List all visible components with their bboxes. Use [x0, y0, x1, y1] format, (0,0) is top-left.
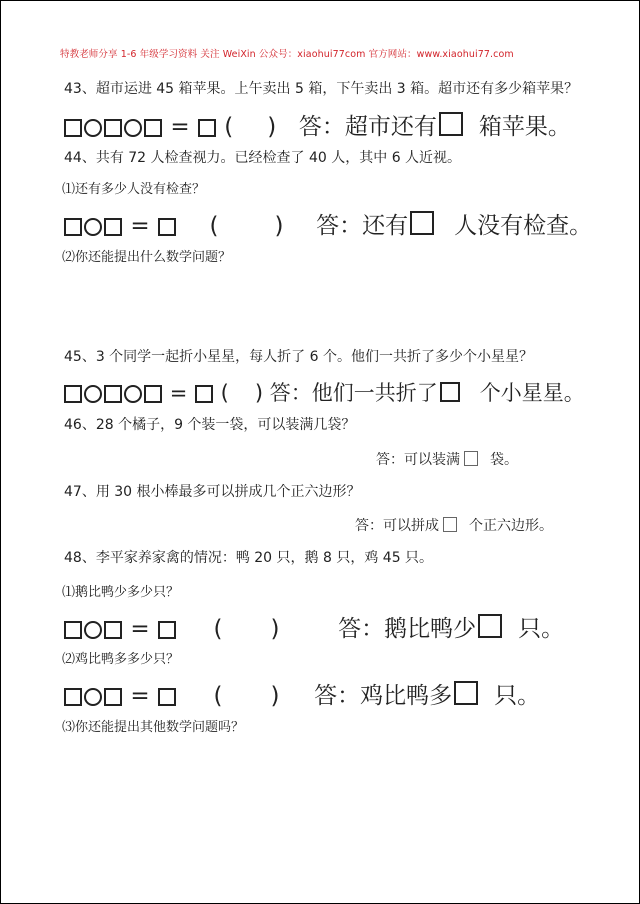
answer-46-prefix: 答：可以装满	[376, 452, 460, 468]
operator-circle[interactable]	[84, 385, 102, 403]
question-48: 48、李平家养家禽的情况：鸭 20 只，鹅 8 只，鸡 45 只。	[64, 550, 434, 566]
unit-paren-close: )	[267, 114, 277, 140]
unit-paren-open: (	[224, 114, 234, 140]
answer-48-1-box[interactable]	[478, 614, 502, 638]
equals-sign: =	[169, 381, 188, 405]
answer-48-2-suffix: 只。	[494, 683, 541, 709]
answer-43-suffix: 箱苹果。	[478, 114, 571, 140]
unit-paren-close: )	[254, 381, 264, 405]
answer-44-box[interactable]	[410, 211, 434, 235]
answer-45-box[interactable]	[440, 382, 460, 402]
question-44: 44、共有 72 人检查视力。已经检查了 40 人，其中 6 人近视。	[64, 150, 462, 166]
blank-box[interactable]	[64, 688, 82, 706]
equals-sign: =	[130, 213, 150, 239]
operator-circle[interactable]	[124, 119, 142, 137]
unit-paren-open: (	[213, 616, 223, 642]
answer-48-2-prefix: 答：鸡比鸭多	[314, 683, 453, 709]
blank-box[interactable]	[104, 218, 122, 236]
question-47: 47、用 30 根小棒最多可以拼成几个正六边形？	[64, 484, 361, 500]
blank-box[interactable]	[104, 385, 122, 403]
answer-48-1-suffix: 只。	[518, 616, 565, 642]
unit-paren-open: (	[213, 683, 223, 709]
operator-circle[interactable]	[124, 385, 142, 403]
answer-46-box[interactable]	[464, 451, 478, 466]
unit-paren-close: )	[270, 683, 280, 709]
unit-paren-close: )	[270, 616, 280, 642]
page-header: 特教老师分享 1-6 年级学习资料 关注 WeiXin 公众号：xiaohui77com 官方网站：www.xiaohui77.com	[60, 49, 514, 60]
answer-43-prefix: 答：超市还有	[298, 114, 437, 140]
question-44-part-1: ⑴还有多少人没有检查？	[62, 182, 206, 197]
result-box[interactable]	[198, 119, 216, 137]
answer-47-box[interactable]	[443, 517, 457, 532]
answer-44-prefix: 答：还有	[316, 213, 409, 239]
answer-45-prefix: 答：他们一共折了	[269, 381, 438, 405]
question-48-part-3: ⑶你还能提出其他数学问题吗？	[62, 720, 245, 735]
question-48-part-1: ⑴鹅比鸭少多少只？	[62, 585, 180, 600]
question-43: 43、超市运进 45 箱苹果。上午卖出 5 箱，下午卖出 3 箱。超市还有多少箱苹果？	[64, 81, 579, 97]
equals-sign: =	[130, 683, 150, 709]
answer-48-1-prefix: 答：鹅比鸭少	[338, 616, 477, 642]
blank-box[interactable]	[64, 621, 82, 639]
blank-box[interactable]	[104, 688, 122, 706]
blank-box[interactable]	[64, 385, 82, 403]
equals-sign: =	[130, 616, 150, 642]
question-48-part-2: ⑵鸡比鸭多多少只？	[62, 652, 180, 667]
question-46: 46、28 个橘子，9 个装一袋，可以装满几袋？	[64, 417, 356, 433]
result-box[interactable]	[158, 688, 176, 706]
blank-box[interactable]	[104, 621, 122, 639]
unit-paren-close: )	[274, 213, 284, 239]
operator-circle[interactable]	[84, 688, 102, 706]
unit-paren-open: (	[220, 381, 229, 405]
answer-48-2-box[interactable]	[454, 681, 478, 705]
answer-43-box[interactable]	[439, 112, 463, 136]
result-box[interactable]	[158, 218, 176, 236]
equation-43	[63, 108, 571, 141]
blank-box[interactable]	[144, 119, 162, 137]
question-44-part-2: ⑵你还能提出什么数学问题？	[62, 250, 232, 265]
equation-48-2	[63, 677, 540, 710]
equation-44	[63, 207, 592, 240]
operator-circle[interactable]	[84, 119, 102, 137]
answer-47	[355, 515, 553, 535]
answer-47-suffix: 个正六边形。	[469, 518, 553, 534]
blank-box[interactable]	[104, 119, 122, 137]
equation-48-1	[63, 610, 564, 643]
blank-box[interactable]	[64, 218, 82, 236]
result-box[interactable]	[195, 385, 213, 403]
answer-46-suffix: 袋。	[490, 452, 518, 468]
equation-45	[63, 377, 585, 407]
answer-47-prefix: 答：可以拼成	[355, 518, 439, 534]
blank-box[interactable]	[64, 119, 82, 137]
answer-44-suffix: 人没有检查。	[454, 213, 593, 239]
result-box[interactable]	[158, 621, 176, 639]
answer-46	[376, 449, 518, 469]
blank-box[interactable]	[144, 385, 162, 403]
question-45: 45、3 个同学一起折小星星，每人折了 6 个。他们一共折了多少个小星星？	[64, 349, 533, 365]
operator-circle[interactable]	[84, 621, 102, 639]
answer-45-suffix: 个小星星。	[479, 381, 585, 405]
operator-circle[interactable]	[84, 218, 102, 236]
unit-paren-open: (	[209, 213, 219, 239]
equals-sign: =	[170, 114, 190, 140]
